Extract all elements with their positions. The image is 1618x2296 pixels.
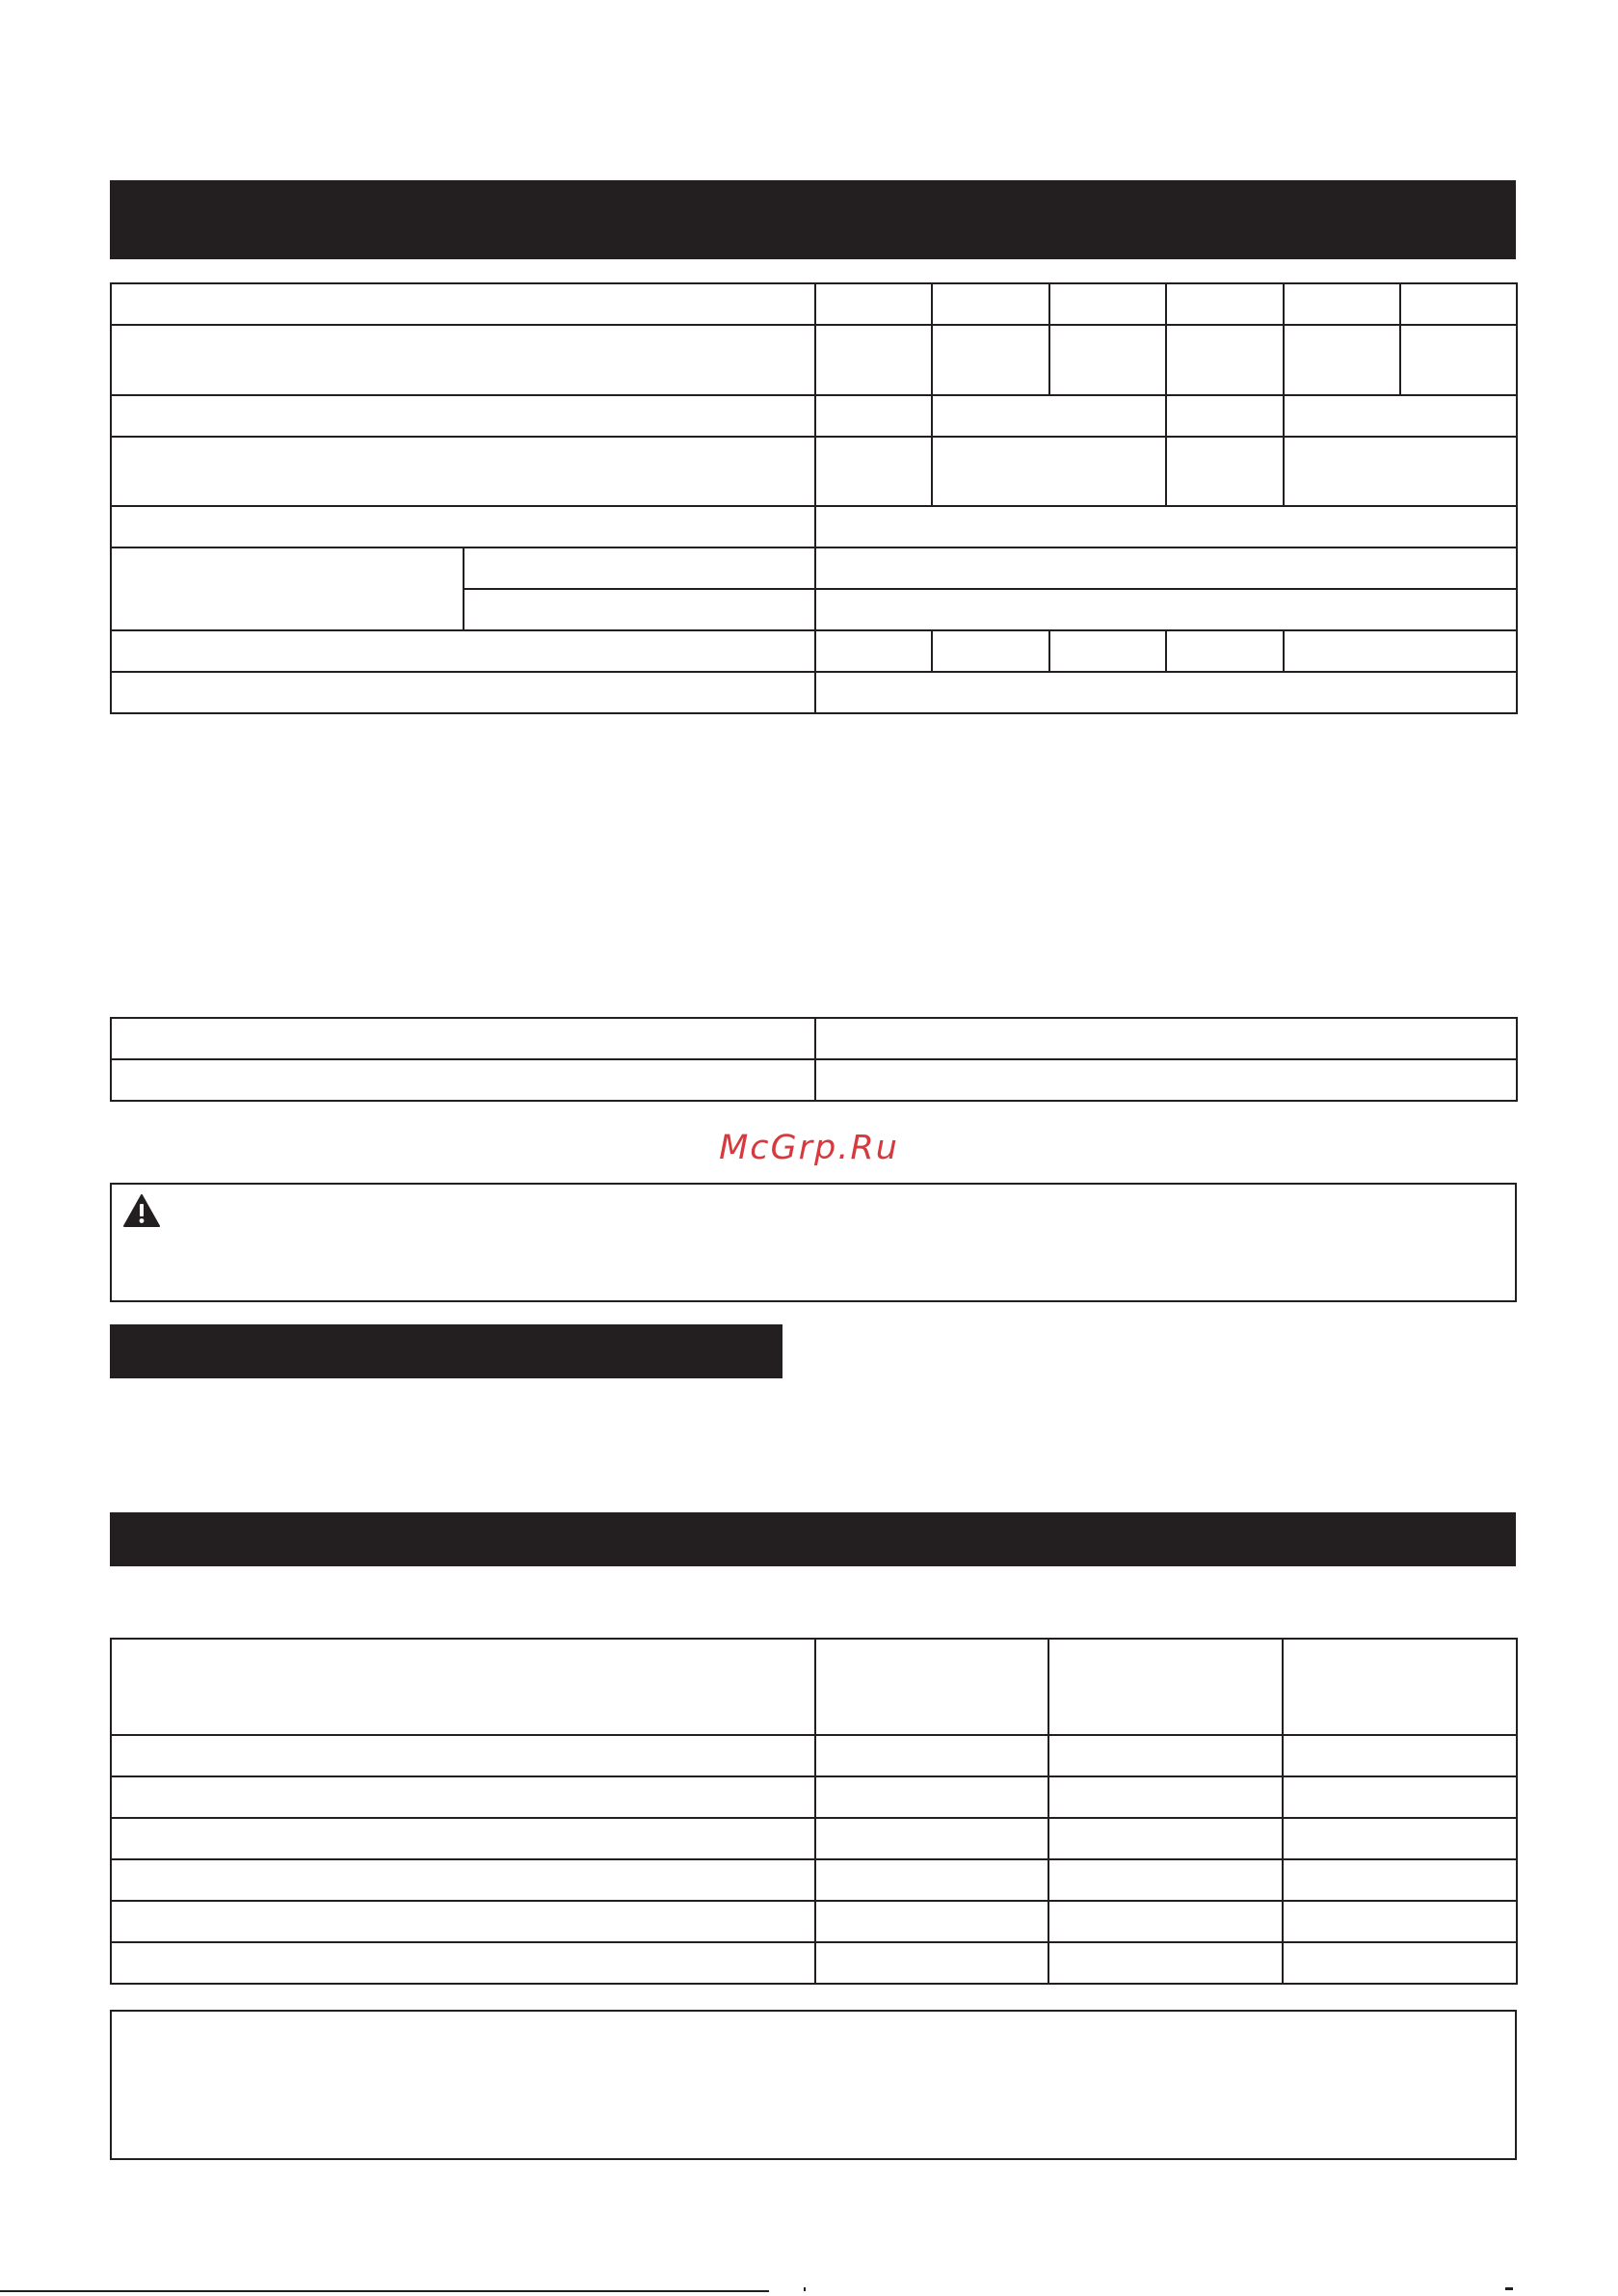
spec-value-cell — [815, 672, 1517, 713]
label-cell — [111, 1776, 815, 1818]
spec-value-cell — [1284, 630, 1517, 672]
spec-label-cell — [111, 325, 815, 395]
spec-value-cell — [1166, 395, 1284, 437]
section-header-bar — [110, 1324, 782, 1378]
spec-value-cell — [1166, 437, 1284, 506]
spec-value-cell — [1166, 630, 1284, 672]
value-cell — [1048, 1901, 1283, 1942]
spec-value-cell — [932, 437, 1166, 506]
spec-label-cell — [111, 437, 815, 506]
spec-value-cell — [815, 325, 932, 395]
watermark-text: McGrp.Ru — [719, 1129, 899, 1167]
value-cell — [1048, 1859, 1283, 1901]
value-cell — [1048, 1942, 1283, 1984]
value-cell — [1283, 1818, 1517, 1859]
warning-triangle-icon — [123, 1194, 160, 1227]
spec-value-cell — [1284, 437, 1517, 506]
spec-value-cell — [932, 325, 1049, 395]
table-row — [111, 1776, 1517, 1818]
spec-label-cell — [111, 395, 815, 437]
warning-box — [110, 1183, 1517, 1302]
spec-group-label-cell — [111, 547, 464, 630]
spec-value-cell — [932, 630, 1049, 672]
label-cell — [111, 1859, 815, 1901]
secondary-table — [110, 1017, 1518, 1102]
spec-value-cell — [1049, 325, 1166, 395]
spec-value-cell — [1284, 325, 1400, 395]
value-cell — [815, 1901, 1048, 1942]
header-cell — [815, 1639, 1048, 1735]
table-row — [111, 395, 1517, 437]
value-cell — [815, 1018, 1517, 1059]
value-cell — [1048, 1818, 1283, 1859]
label-cell — [111, 1901, 815, 1942]
table-row — [111, 1818, 1517, 1859]
spec-value-cell — [815, 395, 932, 437]
value-cell — [815, 1735, 1048, 1776]
value-cell — [1283, 1776, 1517, 1818]
value-cell — [1283, 1942, 1517, 1984]
spec-label-cell — [111, 672, 815, 713]
label-cell — [111, 1818, 815, 1859]
spec-value-cell — [1049, 283, 1166, 325]
spec-value-cell — [1284, 395, 1517, 437]
label-cell — [111, 1059, 815, 1101]
spec-value-cell — [815, 547, 1517, 589]
spec-value-cell — [815, 283, 932, 325]
table-row — [111, 1639, 1517, 1735]
table-row — [111, 1859, 1517, 1901]
value-cell — [1283, 1859, 1517, 1901]
specifications-table — [110, 282, 1518, 714]
header-cell — [1283, 1639, 1517, 1735]
spec-value-cell — [1400, 325, 1517, 395]
spec-sublabel-cell — [464, 589, 815, 630]
spec-value-cell — [1049, 630, 1166, 672]
spec-value-cell — [815, 506, 1517, 547]
spec-value-cell — [815, 437, 932, 506]
header-cell — [111, 1639, 815, 1735]
label-cell — [111, 1018, 815, 1059]
label-cell — [111, 1735, 815, 1776]
table-row — [111, 1942, 1517, 1984]
spec-label-cell — [111, 630, 815, 672]
spec-value-cell — [1284, 283, 1400, 325]
value-cell — [815, 1818, 1048, 1859]
value-cell — [815, 1776, 1048, 1818]
spec-value-cell — [815, 589, 1517, 630]
spec-value-cell — [1166, 325, 1284, 395]
spec-value-cell — [932, 395, 1166, 437]
specifications-header-bar — [110, 180, 1516, 259]
value-cell — [1048, 1776, 1283, 1818]
spec-label-cell — [111, 506, 815, 547]
table-row — [111, 672, 1517, 713]
spec-value-cell — [1400, 283, 1517, 325]
table-row — [111, 283, 1517, 325]
table-row — [111, 1735, 1517, 1776]
value-cell — [815, 1059, 1517, 1101]
label-cell — [111, 1942, 815, 1984]
value-cell — [1048, 1735, 1283, 1776]
table-row — [111, 547, 1517, 589]
table-row — [111, 325, 1517, 395]
section-header-bar-wide — [110, 1512, 1516, 1566]
bottom-table — [110, 1638, 1518, 1985]
table-row — [111, 506, 1517, 547]
spec-value-cell — [815, 630, 932, 672]
table-row — [111, 630, 1517, 672]
table-row — [111, 1018, 1517, 1059]
footer-rule — [0, 2290, 769, 2292]
spec-sublabel-cell — [464, 547, 815, 589]
table-row — [111, 1059, 1517, 1101]
value-cell — [815, 1942, 1048, 1984]
note-box — [110, 2010, 1517, 2160]
header-cell — [1048, 1639, 1283, 1735]
table-row — [111, 437, 1517, 506]
crop-mark — [804, 2287, 806, 2291]
value-cell — [815, 1859, 1048, 1901]
spec-label-cell — [111, 283, 815, 325]
table-row — [111, 1901, 1517, 1942]
spec-value-cell — [932, 283, 1049, 325]
spec-value-cell — [1166, 283, 1284, 325]
crop-mark — [1505, 2287, 1513, 2290]
value-cell — [1283, 1735, 1517, 1776]
value-cell — [1283, 1901, 1517, 1942]
